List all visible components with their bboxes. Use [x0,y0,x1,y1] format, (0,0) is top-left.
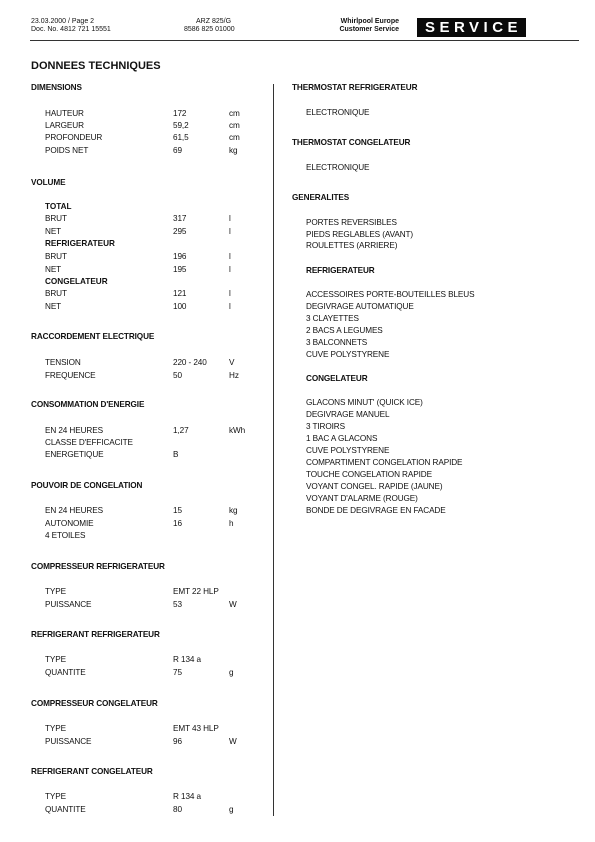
section-energy: CONSOMMATION D'ENERGIE [31,400,145,409]
header-date-page: 23.03.2000 / Page 2 [31,18,95,25]
feature-item: DEGIVRAGE AUTOMATIQUE [306,302,414,311]
spec-label: BRUT [45,252,67,261]
spec-unit: l [229,289,231,298]
feature-item: ACCESSOIRES PORTE-BOUTEILLES BLEUS [306,290,475,299]
service-badge: SERVICE [417,18,526,37]
spec-unit: cm [229,133,240,143]
spec-label: PUISSANCE [45,736,92,746]
spec-value: 172 [173,109,187,118]
section-compressor-freezer: COMPRESSEUR CONGELATEUR [31,699,158,708]
feature-item: 2 BACS A LEGUMES [306,326,383,335]
feature-item: VOYANT CONGEL. RAPIDE (JAUNE) [306,482,443,491]
spec-value: 195 [173,264,187,274]
spec-row [45,265,265,275]
spec-row [45,655,265,665]
spec-value: 295 [173,226,187,236]
feature-item: 1 BAC A GLACONS [306,434,378,443]
spec-label: POIDS NET [45,145,89,155]
header-model: ARZ 825/G [196,18,232,25]
spec-unit: kg [229,145,238,155]
spec-row [45,289,265,299]
spec-row [45,805,265,815]
spec-unit: kWh [229,426,246,435]
spec-value: 50 [173,370,182,380]
spec-value: 61,5 [173,133,189,143]
spec-label: EN 24 HEURES [45,506,103,515]
spec-value: R 134 a [173,792,201,801]
feature-item: TOUCHE CONGELATION RAPIDE [306,470,432,479]
thermostat-refrig-value: ELECTRONIQUE [306,108,370,117]
spec-unit: Hz [229,370,239,380]
section-general: GENERALITES [292,193,350,202]
feature-item: DEGIVRAGE MANUEL [306,410,390,419]
spec-row [45,438,265,448]
spec-unit: l [229,214,231,223]
feature-item: GLACONS MINUT' (QUICK ICE) [306,398,423,407]
section-compressor-refrig: COMPRESSEUR REFRIGERATEUR [31,562,165,571]
feature-item: COMPARTIMENT CONGELATION RAPIDE [306,458,463,467]
feature-item: PORTES REVERSIBLES [306,218,397,227]
section-freezing-power: POUVOIR DE CONGELATION [31,481,143,490]
spec-label: TYPE [45,587,66,596]
spec-row [45,737,265,747]
spec-row [45,450,265,460]
spec-label: PROFONDEUR [45,133,103,143]
section-volume: VOLUME [31,178,66,187]
spec-row [45,133,265,143]
spec-label: NET [45,301,62,311]
volume-refrig-heading: REFRIGERATEUR [45,239,115,248]
spec-value: B [173,450,179,460]
spec-row [45,252,265,262]
spec-unit: V [229,358,235,367]
volume-total-heading: TOTAL [45,202,72,211]
feature-item: ROULETTES (ARRIERE) [306,241,398,250]
spec-label: QUANTITE [45,667,86,677]
header-company: Whirlpool Europe [340,18,399,25]
spec-unit: l [229,226,231,236]
spec-row [45,792,265,802]
header-doc-number: Doc. No. 4812 721 15551 [31,26,111,33]
spec-row [45,531,265,541]
section-refrig-features: REFRIGERATEUR [306,266,375,275]
section-freezer-features: CONGELATEUR [306,374,368,383]
section-electrical: RACCORDEMENT ELECTRIQUE [31,332,155,341]
column-divider [273,84,274,816]
spec-unit: cm [229,121,240,131]
feature-item: BONDE DE DEGIVRAGE EN FACADE [306,506,446,515]
spec-label: BRUT [45,214,67,223]
feature-item: VOYANT D'ALARME (ROUGE) [306,494,418,503]
spec-row [45,146,265,156]
spec-value: 80 [173,804,182,814]
section-thermostat-refrig: THERMOSTAT REFRIGERATEUR [292,83,418,92]
spec-value: 59,2 [173,121,189,131]
spec-value: 15 [173,506,182,515]
spec-value: 69 [173,145,182,155]
thermostat-freezer-value: ELECTRONIQUE [306,163,370,172]
spec-label: FREQUENCE [45,370,96,380]
spec-unit: l [229,252,231,261]
spec-label: LARGEUR [45,121,84,131]
spec-unit: l [229,264,231,274]
spec-label: TYPE [45,655,66,664]
header-divider [30,40,579,41]
spec-unit: W [229,599,237,609]
spec-value: 121 [173,289,187,298]
feature-item: PIEDS REGLABLES (AVANT) [306,229,414,239]
spec-label: AUTONOMIE [45,518,94,528]
spec-label: ENERGETIQUE [45,450,104,460]
spec-value: 75 [173,667,182,677]
spec-row [45,426,265,436]
spec-value: R 134 a [173,655,201,664]
spec-row [45,302,265,312]
spec-label: HAUTEUR [45,109,84,118]
feature-item: CUVE POLYSTYRENE [306,350,390,359]
spec-label: NET [45,264,62,274]
header-model-code: 8586 825 01000 [184,26,235,33]
spec-unit: l [229,301,231,311]
spec-label: EN 24 HEURES [45,426,103,435]
spec-value: 1,27 [173,426,189,435]
feature-item: 3 TIROIRS [306,422,345,431]
spec-label: QUANTITE [45,804,86,814]
spec-label: 4 ETOILES [45,531,86,540]
spec-label: CLASSE D'EFFICACITE [45,438,133,448]
spec-row [45,227,265,237]
header-department: Customer Service [339,26,399,33]
spec-value: 16 [173,518,182,528]
spec-unit: g [229,804,234,814]
spec-unit: kg [229,506,238,515]
spec-label: TYPE [45,792,66,801]
spec-row [45,587,265,597]
spec-unit: W [229,736,237,746]
spec-row [45,358,265,368]
spec-row [45,519,265,529]
spec-value: 196 [173,252,187,261]
spec-value: EMT 43 HLP [173,724,219,733]
spec-unit: h [229,518,234,528]
spec-label: PUISSANCE [45,599,92,609]
spec-value: EMT 22 HLP [173,587,219,596]
page-title: DONNEES TECHNIQUES [31,60,161,72]
spec-label: TYPE [45,724,66,733]
spec-value: 220 - 240 [173,358,207,367]
section-refrigerant-refrig: REFRIGERANT REFRIGERATEUR [31,630,160,639]
section-thermostat-freezer: THERMOSTAT CONGELATEUR [292,138,411,147]
spec-row [45,600,265,610]
section-refrigerant-freezer: REFRIGERANT CONGELATEUR [31,767,153,776]
spec-value: 100 [173,301,187,311]
spec-label: TENSION [45,358,81,367]
volume-freezer-heading: CONGELATEUR [45,277,108,286]
spec-row [45,109,265,119]
feature-item: 3 BALCONNETS [306,338,368,347]
spec-row [45,506,265,516]
spec-row [45,668,265,678]
spec-label: NET [45,226,62,236]
spec-row [45,121,265,131]
spec-unit: g [229,667,234,677]
section-dimensions: DIMENSIONS [31,83,82,92]
spec-row [45,724,265,734]
spec-row [45,214,265,224]
feature-item: CUVE POLYSTYRENE [306,446,390,455]
spec-row [45,371,265,381]
spec-value: 53 [173,599,182,609]
spec-value: 96 [173,736,182,746]
spec-label: BRUT [45,289,67,298]
feature-item: 3 CLAYETTES [306,314,359,323]
spec-value: 317 [173,214,187,223]
spec-unit: cm [229,109,240,118]
